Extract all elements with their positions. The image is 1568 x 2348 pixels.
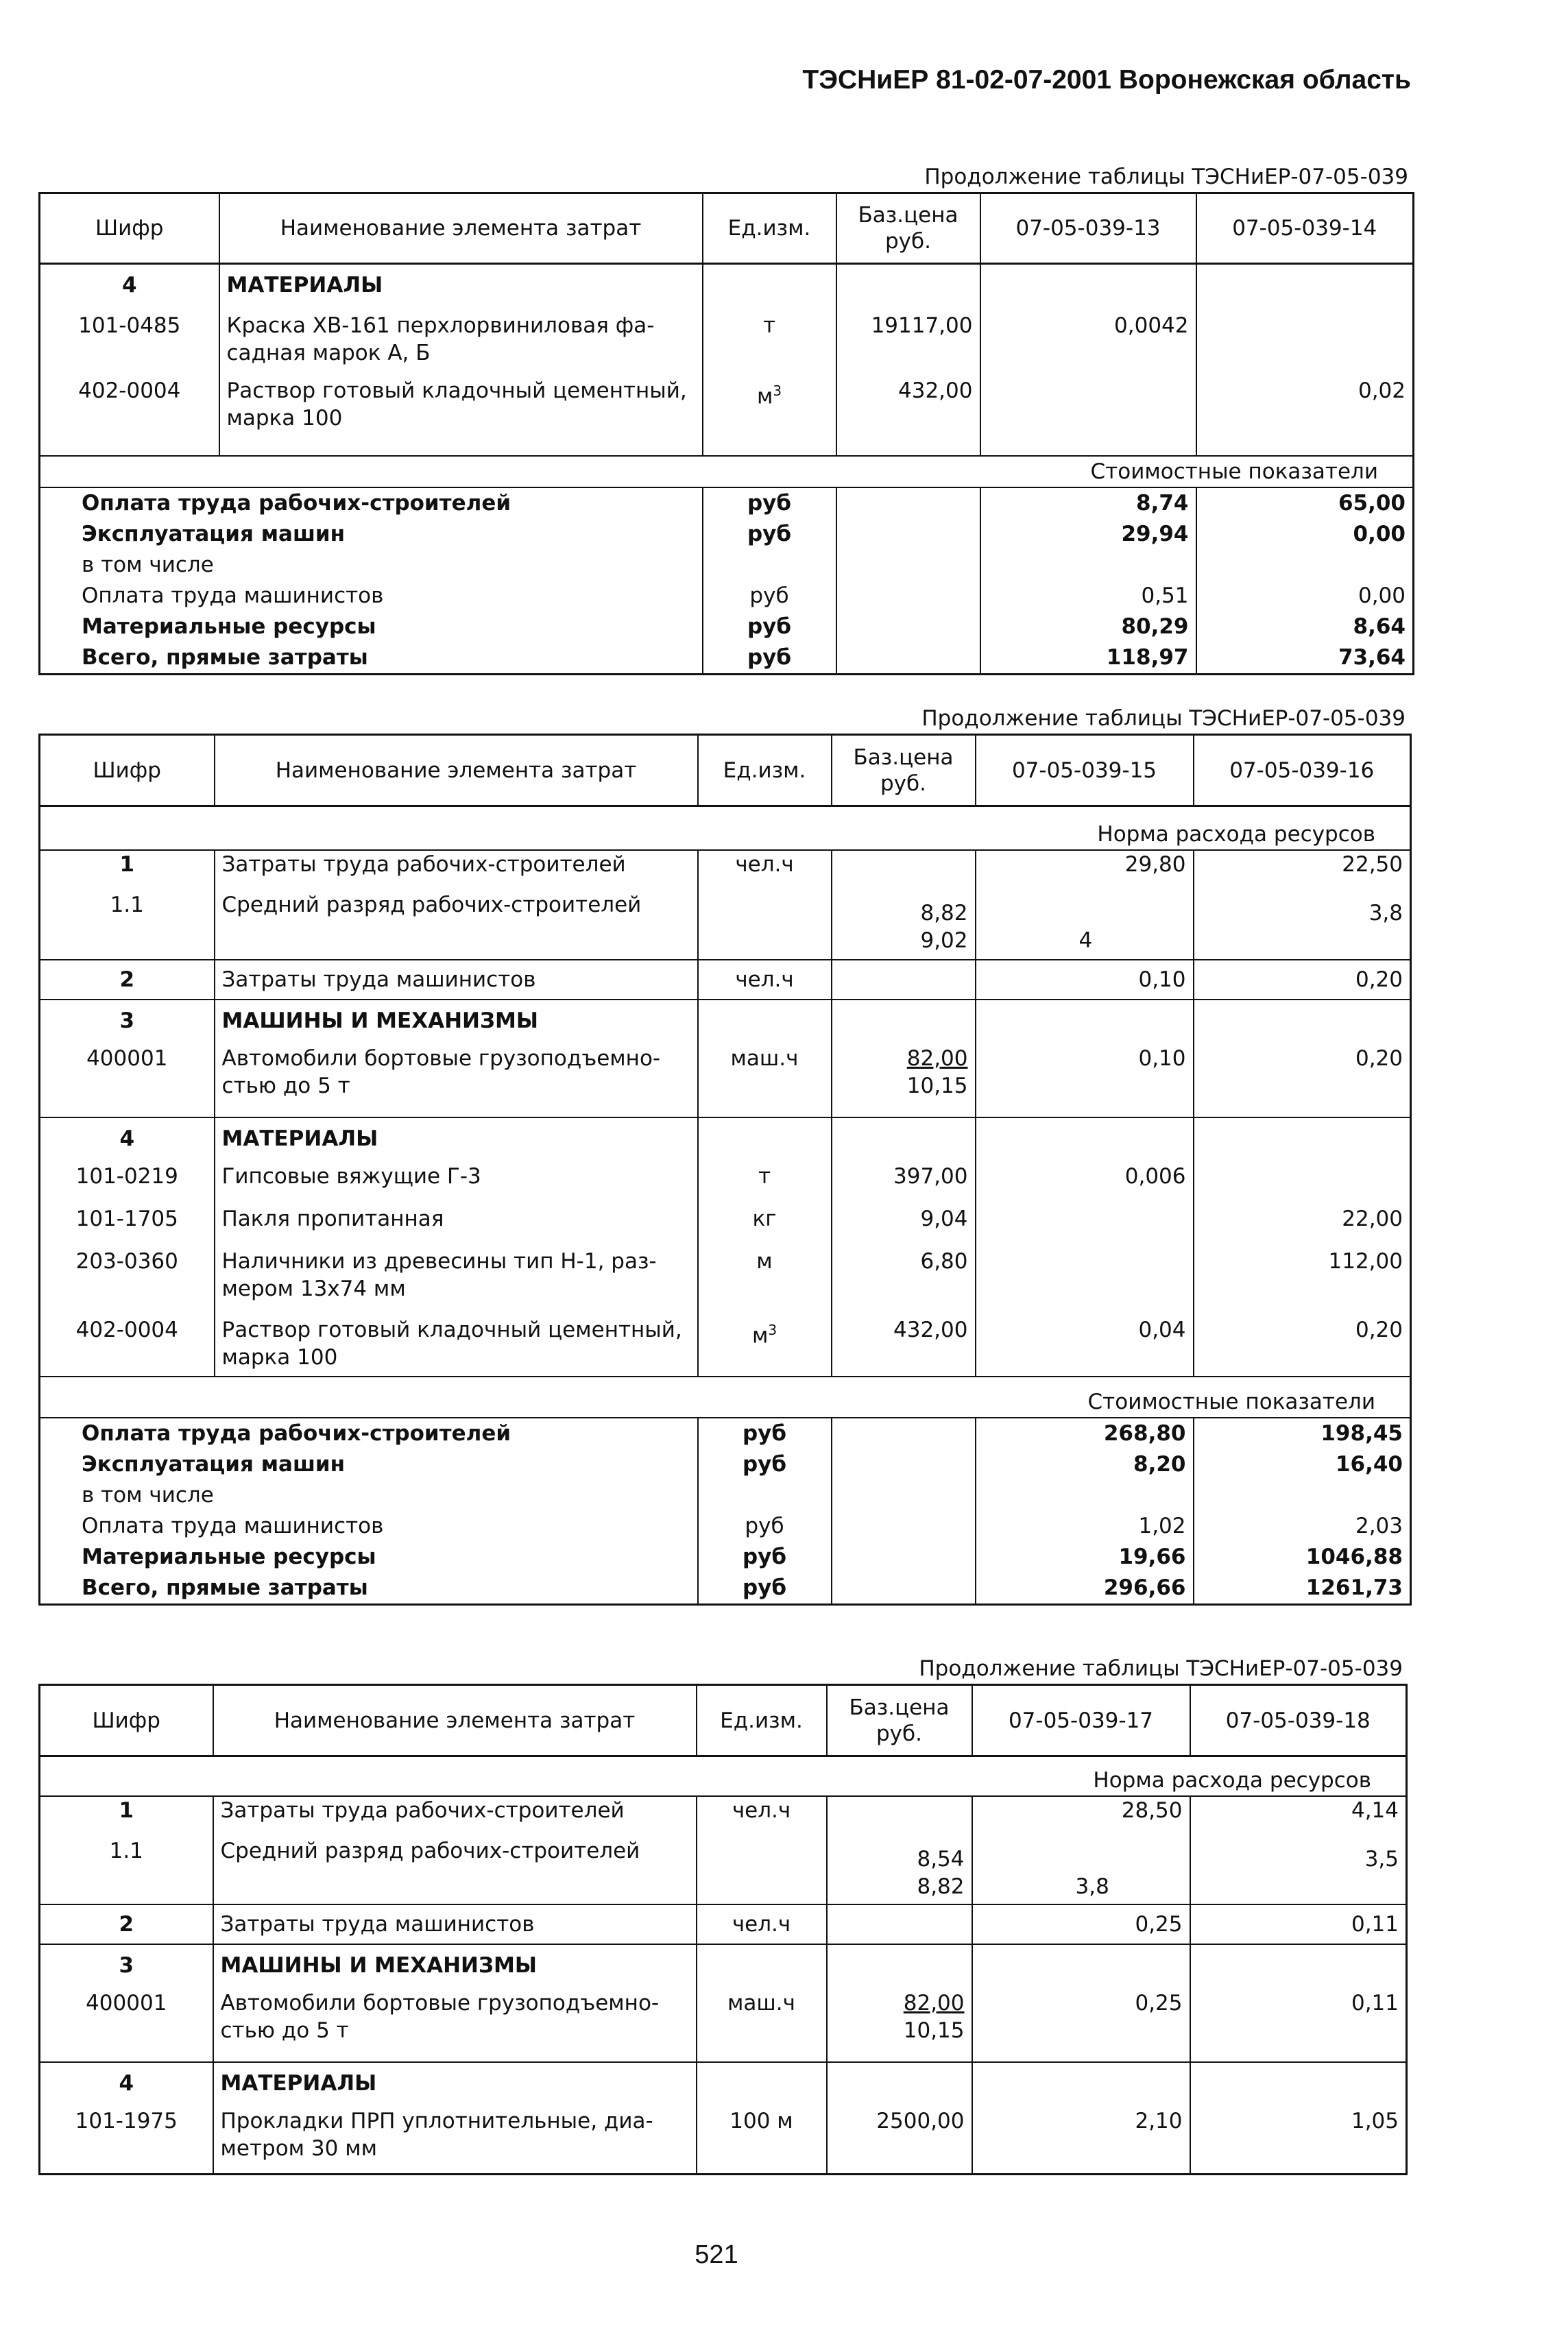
table-row: 3 МАШИНЫ И МЕХАНИЗМЫ bbox=[40, 1944, 1407, 1989]
col-code-18-header: 07-05-039-18 bbox=[1190, 1685, 1407, 1756]
summary-row-labor: Оплата труда рабочих-строителей руб 268,80 198,45 bbox=[40, 1418, 1411, 1449]
summary-row-total: Всего, прямые затраты руб 296,66 1261,73 bbox=[40, 1573, 1411, 1605]
table-row: 400001 Автомобили бортовые грузоподъемно- стью до 5 т маш.ч 82,00 10,15 0,10 0,20 bbox=[40, 1045, 1411, 1117]
table-row: 4 МАТЕРИАЛЫ bbox=[40, 1117, 1411, 1163]
cost-indicators-band bbox=[40, 456, 1414, 487]
col-name-header: Наименование элемента затрат bbox=[219, 193, 703, 264]
summary-row-materials: Материальные ресурсы руб 19,66 1046,88 bbox=[40, 1542, 1411, 1573]
resource-unit: т bbox=[703, 312, 836, 377]
norm-band: Норма расхода ресурсов bbox=[40, 1756, 1407, 1796]
summary-row-machines: Эксплуатация машин руб 29,94 0,00 bbox=[40, 519, 1414, 550]
norm-band-label: Норма расхода ресурсов bbox=[40, 806, 1411, 850]
resource-name: Краска ХВ-161 перхлорвиниловая фа- садная марок А, Б bbox=[219, 312, 703, 377]
table-row: 400001 Автомобили бортовые грузоподъемно- стью до 5 т маш.ч 82,00 10,15 0,25 0,11 bbox=[40, 1989, 1407, 2062]
table-row: 402-0004 Раствор готовый кладочный цементный, марка 100 $м^3$ 432,00 0,04 0,20 bbox=[40, 1316, 1411, 1377]
resource-price: 432,00 bbox=[836, 377, 980, 442]
col-price-header: Баз.цена руб. bbox=[836, 193, 980, 264]
table-row: 1.1 Средний разряд рабочих-строителей 8,82 9,02 4 3,8 bbox=[40, 891, 1411, 960]
table-header-row bbox=[40, 735, 1411, 806]
col-code-header: Шифр bbox=[40, 735, 215, 806]
col-code-16-header: 07-05-039-16 bbox=[1194, 735, 1411, 806]
norm-value bbox=[1196, 312, 1414, 377]
norm-band bbox=[40, 806, 1411, 850]
resource-table-1 bbox=[38, 192, 1414, 675]
norm-value: 0,0042 bbox=[980, 312, 1196, 377]
norm-value: 0,02 bbox=[1358, 378, 1406, 403]
summary-row-machines: Эксплуатация машин руб 8,20 16,40 bbox=[40, 1449, 1411, 1480]
col-code-14-header: 07-05-039-14 bbox=[1196, 193, 1414, 264]
table-row bbox=[40, 264, 1414, 312]
col-code-13-header: 07-05-039-13 bbox=[980, 193, 1196, 264]
table-row: 2 Затраты труда машинистов чел.ч 0,25 0,11 bbox=[40, 1904, 1407, 1944]
summary-row-operators: Оплата труда машинистов руб 1,02 2,03 bbox=[40, 1511, 1411, 1542]
summary-row-materials: Материальные ресурсы руб 80,29 8,64 bbox=[40, 612, 1414, 642]
resource-unit: $м^3$ bbox=[703, 377, 836, 442]
col-code-15-header: 07-05-039-15 bbox=[976, 735, 1194, 806]
cost-indicators-label: Стоимостные показатели bbox=[40, 456, 1414, 487]
table-row: 203-0360 Наличники из древесины тип Н-1, раз- мером 13х74 мм м 6,80 112,00 bbox=[40, 1248, 1411, 1316]
table-row: 1 Затраты труда рабочих-строителей чел.ч 28,50 4,14 bbox=[40, 1796, 1407, 1837]
col-name-header: Наименование элемента затрат bbox=[215, 735, 698, 806]
table-row bbox=[40, 312, 1414, 377]
table-row: 101-0219 Гипсовые вяжущие Г-3 т 397,00 0,006 bbox=[40, 1163, 1411, 1205]
table-row: 2 Затраты труда машинистов чел.ч 0,10 0,20 bbox=[40, 960, 1411, 1000]
summary-row-incl: в том числе bbox=[40, 1480, 1411, 1511]
table-header-row bbox=[40, 193, 1414, 264]
resource-code: 402-0004 bbox=[40, 377, 219, 442]
table-2-continuation-label: Продолжение таблицы ТЭСНиЕР-07-05-039 bbox=[921, 706, 1406, 731]
resource-table-3 bbox=[38, 1684, 1408, 2175]
section-code: 4 bbox=[40, 264, 219, 312]
section-title: МАТЕРИАЛЫ bbox=[219, 264, 703, 312]
table-row: 1 Затраты труда рабочих-строителей чел.ч 29,80 22,50 bbox=[40, 850, 1411, 891]
table-row bbox=[40, 377, 1414, 442]
table-row: 101-1975 Прокладки ПРП уплотнительные, диа- метром 30 мм 100 м 2500,00 2,10 1,05 bbox=[40, 2107, 1407, 2175]
summary-row-operators: Оплата труда машинистов руб 0,51 0,00 bbox=[40, 581, 1414, 612]
norm-value bbox=[980, 377, 1196, 442]
summary-row-labor: Оплата труда рабочих-строителей руб 8,74 65,00 bbox=[40, 487, 1414, 519]
col-price-header: Баз.цена руб. bbox=[832, 735, 976, 806]
summary-row-total: Всего, прямые затраты руб 118,97 73,64 bbox=[40, 642, 1414, 675]
page-number: 521 bbox=[695, 2240, 738, 2269]
col-unit-header: Ед.изм. bbox=[703, 193, 836, 264]
cost-indicators-band: Стоимостные показатели bbox=[40, 1377, 1411, 1418]
resource-code: 101-0485 bbox=[40, 312, 219, 377]
col-code-17-header: 07-05-039-17 bbox=[972, 1685, 1190, 1756]
table-row: 101-1705 Пакля пропитанная кг 9,04 22,00 bbox=[40, 1205, 1411, 1248]
col-unit-header: Ед.изм. bbox=[698, 735, 832, 806]
table-1-continuation-label: Продолжение таблицы ТЭСНиЕР-07-05-039 bbox=[924, 165, 1408, 189]
summary-row-incl: в том числе bbox=[40, 550, 1414, 581]
resource-table-2 bbox=[38, 734, 1412, 1606]
resource-price: 19117,00 bbox=[836, 312, 980, 377]
col-code-header: Шифр bbox=[40, 193, 219, 264]
table-3-continuation-label: Продолжение таблицы ТЭСНиЕР-07-05-039 bbox=[919, 1656, 1403, 1681]
table-row: 1.1 Средний разряд рабочих-строителей 8,54 8,82 3,8 3,5 bbox=[40, 1837, 1407, 1904]
resource-name: Раствор готовый кладочный цементный, марка 100 bbox=[219, 377, 703, 442]
table-row: 3 МАШИНЫ И МЕХАНИЗМЫ bbox=[40, 1000, 1411, 1045]
document-header-title: ТЭСНиЕР 81-02-07-2001 Воронежская область bbox=[802, 65, 1411, 95]
table-header-row: Шифр Наименование элемента затрат Ед.изм. Баз.цена руб. 07-05-039-17 07-05-039-18 bbox=[40, 1685, 1407, 1756]
table-row: 4 МАТЕРИАЛЫ bbox=[40, 2062, 1407, 2107]
